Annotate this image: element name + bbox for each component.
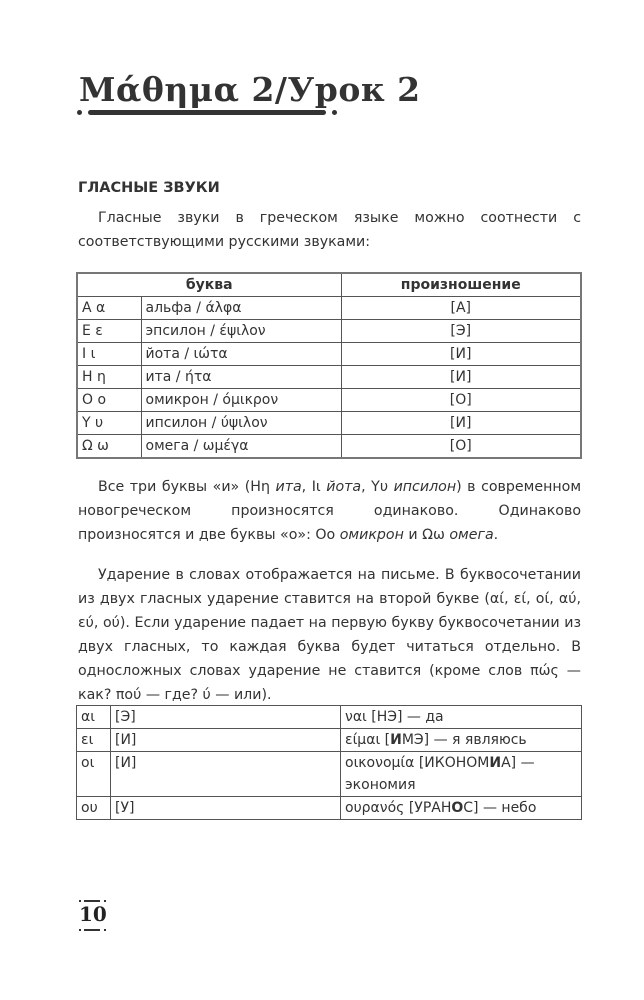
- cell-letter: Ω ω: [77, 435, 141, 459]
- text: οικονομία [ИКОНОМ: [345, 755, 490, 771]
- text: είμαι [: [345, 732, 391, 748]
- header-letter: буква: [77, 273, 341, 297]
- table-row: [77, 389, 581, 412]
- cell-sound: [Э]: [111, 706, 341, 729]
- page-number-rule: [84, 929, 100, 931]
- italic-text: йота: [326, 479, 362, 495]
- text: ουρανός [УРАН: [345, 800, 452, 816]
- title-rule-dot: [332, 110, 337, 115]
- cell-sound: [У]: [111, 797, 341, 820]
- cell-example: [341, 752, 582, 797]
- intro-paragraph: Гласные звуки в греческом языке можно соотнести с соответствующими русскими звуками:: [78, 210, 581, 250]
- stressed-letter: О: [451, 800, 464, 816]
- page-number: 10: [79, 902, 107, 926]
- table-row: [77, 412, 581, 435]
- italic-text: ипсилон: [393, 479, 457, 495]
- text: .: [493, 527, 499, 543]
- text: Все три буквы «и» (Ηη: [98, 479, 276, 495]
- cell-pronunciation: [О]: [341, 389, 581, 412]
- cell-sound: [И]: [111, 752, 341, 797]
- letters-i-o-paragraph: [78, 475, 581, 547]
- text: ) в современном новогреческом произносятся одинаково. Одинаково произносятся и две буквы «о»: Οο: [78, 479, 582, 543]
- cell-letter: Α α: [77, 297, 141, 320]
- table-row: [77, 343, 581, 366]
- title-rule-dot: [77, 110, 82, 115]
- cell-pronunciation: [Э]: [341, 320, 581, 343]
- cell-sound: [И]: [111, 729, 341, 752]
- stressed-letter: И: [489, 755, 502, 771]
- cell-example: [341, 729, 582, 752]
- italic-text: омикрон: [339, 527, 404, 543]
- page-number-dot: [104, 929, 106, 931]
- cell-name: омикрон / όμικρον: [141, 389, 341, 412]
- cell-combination: ει: [77, 729, 111, 752]
- section-heading: ГЛАСНЫЕ ЗВУКИ: [78, 180, 220, 196]
- italic-text: ита: [275, 479, 302, 495]
- text: МЭ] — я являюсь: [401, 732, 527, 748]
- cell-letter: Ι ι: [77, 343, 141, 366]
- table-row: [77, 729, 582, 752]
- cell-letter: Ε ε: [77, 320, 141, 343]
- stress-paragraph: Ударение в словах отображается на письме. В буквосочетании из двух гласных ударение ставится на второй букве (αί, εί, οί, αύ, εύ, ού). Если ударение падает на первую букву буквосочетании из двух гласных, то каждая буква будет читаться отдельно. В односложных словах ударение не ставится (кроме слов πώς — как? πού — где? ύ — или).: [78, 567, 581, 703]
- cell-name: йота / ιώτα: [141, 343, 341, 366]
- text: и Ωω: [403, 527, 450, 543]
- header-pronunciation: произношение: [341, 273, 581, 297]
- cell-letter: Ο ο: [77, 389, 141, 412]
- cell-name: эпсилон / έψιλον: [141, 320, 341, 343]
- table-row: [77, 797, 582, 820]
- cell-pronunciation: [И]: [341, 366, 581, 389]
- table-row: [77, 297, 581, 320]
- cell-name: альфа / άλφα: [141, 297, 341, 320]
- stressed-letter: И: [390, 732, 402, 748]
- table-row: [77, 320, 581, 343]
- table-row: [77, 752, 582, 797]
- page-title: Μάθημα 2/Урок 2: [79, 70, 421, 109]
- cell-example: [341, 706, 582, 729]
- cell-letter: Υ υ: [77, 412, 141, 435]
- cell-name: омега / ωμέγα: [141, 435, 341, 459]
- text: , Υυ: [361, 479, 394, 495]
- table-row: [77, 366, 581, 389]
- cell-pronunciation: [О]: [341, 435, 581, 459]
- cell-example: [341, 797, 582, 820]
- cell-letter: Η η: [77, 366, 141, 389]
- text: С] — небо: [463, 800, 537, 816]
- table-header-row: [77, 273, 581, 297]
- page-number-dot: [79, 929, 81, 931]
- title-underline: [88, 110, 326, 115]
- vowel-table: [76, 272, 582, 459]
- text: , Ιι: [301, 479, 327, 495]
- table-row: [77, 706, 582, 729]
- italic-text: омега: [449, 527, 494, 543]
- diphthong-table: [76, 705, 582, 820]
- cell-name: ипсилон / ύψιλον: [141, 412, 341, 435]
- cell-combination: οι: [77, 752, 111, 797]
- text: ναι [НЭ] — да: [345, 709, 444, 725]
- cell-combination: ου: [77, 797, 111, 820]
- cell-pronunciation: [А]: [341, 297, 581, 320]
- cell-name: ита / ήτα: [141, 366, 341, 389]
- table-row: [77, 435, 581, 459]
- cell-combination: αι: [77, 706, 111, 729]
- text: А] — экономия: [345, 755, 535, 793]
- cell-pronunciation: [И]: [341, 343, 581, 366]
- cell-pronunciation: [И]: [341, 412, 581, 435]
